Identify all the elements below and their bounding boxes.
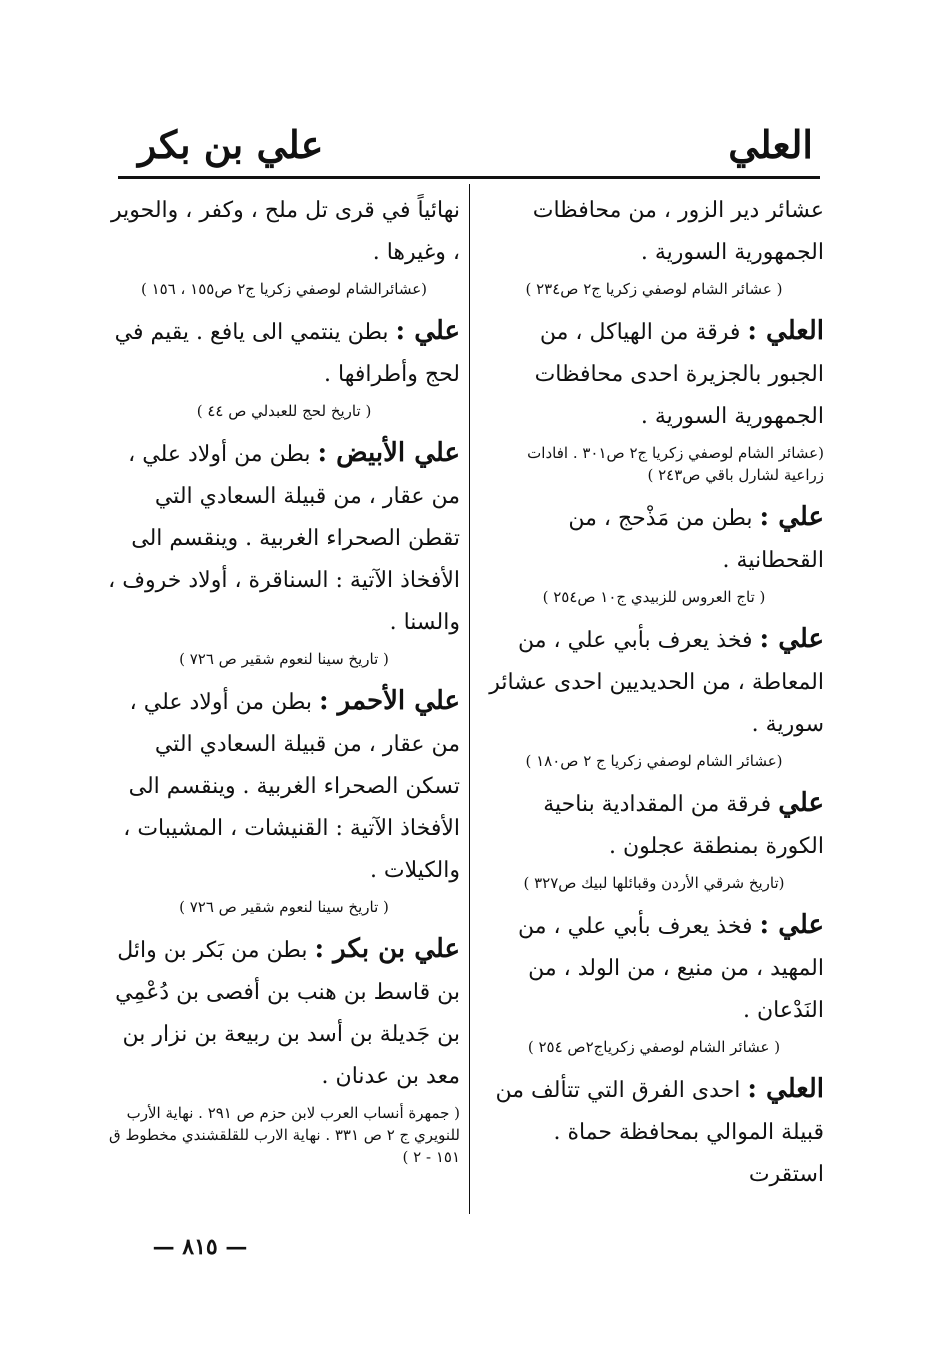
entry-text: فرقة من الهياكل ، من الجبور بالجزيرة احدى محافظات الجمهورية السورية .: [534, 320, 824, 429]
entry-text: فخذ يعرف بأبي علي ، من المعاطة ، من الحديديين احدى عشائر سورية .: [489, 628, 824, 737]
entry-text: بطن ينتمي الى يافع . يقيم في لحج وأطرافها .: [114, 320, 460, 387]
entry-term: علي :: [759, 910, 824, 940]
running-header-left: علي بن بكر: [138, 122, 324, 167]
entry: [484, 782, 824, 868]
entry-continuation: عشائر دير الزور ، من محافظات الجمهورية السورية .: [532, 198, 824, 265]
right-column: [484, 190, 824, 1196]
entry-reference: (عشائر الشام لوصفي زكريا ج٢ ص٣٠١ . افادات زراعية لشارل باقي ص٢٤٣ ): [527, 444, 824, 484]
entry-term: علي :: [759, 502, 824, 532]
entry-term: العلي :: [747, 1074, 824, 1104]
entry-reference: ( تاريخ لحج للعبدلي ص ٤٤ ): [196, 402, 372, 420]
entry: [108, 310, 460, 396]
entry-reference: ( تاريخ سينا لنعوم شقير ص ٧٢٦ ): [179, 898, 389, 916]
entry: [484, 310, 824, 438]
entry-reference: (عشائرالشام لوصفي زكريا ج٢ ص١٥٥ ، ١٥٦ ): [140, 280, 428, 298]
entry-reference: ( تاريخ سينا لنعوم شقير ص ٧٢٦ ): [179, 650, 389, 668]
entry: [484, 1068, 824, 1196]
entry-text: فرقة من المقدادية بناحية الكورة بمنطقة عجلون .: [543, 792, 824, 859]
entry-term: العلي :: [747, 316, 824, 346]
entry-text: فخذ يعرف بأبي علي ، من المهيد ، من منيع ، من الولد ، من النَدْعان .: [517, 914, 824, 1023]
entry: [108, 432, 460, 644]
entry-reference: ( تاج العروس للزبيدي ج١٠ ص٢٥٤ ): [542, 588, 766, 606]
entry-reference: ( عشائر الشام لوصفي زكرياج٢ص ٢٥٤ ): [527, 1038, 781, 1056]
entry: [108, 680, 460, 892]
entry-text: بطن من بَكر بن وائل بن قاسط بن هنب بن أفصى بن دُعْمِي بن جَديلة بن أسد بن ربيعة بن نزار بن معد بن عدنان .: [115, 938, 460, 1089]
entry-text: احدى الفرق التي تتألف من قبيلة الموالي بمحافظة حماة . استقرت: [495, 1078, 824, 1187]
column-divider: [469, 184, 470, 1214]
header-rule: [118, 176, 820, 179]
entry-reference: ( عشائر الشام لوصفي زكريا ج٢ ص٢٣٤ ): [525, 280, 783, 298]
entry-reference: (تاريخ شرقي الأردن وقبائلها لبيك ص٣٢٧ ): [523, 874, 785, 892]
page-number: — ٨١٥ —: [152, 1234, 248, 1260]
entry-reference: (عشائر الشام لوصفي زكريا ج ٢ ص١٨٠ ): [525, 752, 783, 770]
entry: [484, 904, 824, 1032]
entry-term: علي :: [759, 624, 824, 654]
entry: [484, 496, 824, 582]
entry-text: بطن من مَذْحج ، من القحطانية .: [568, 506, 824, 573]
entry: [108, 928, 460, 1098]
entry-term: علي بن بكر :: [314, 934, 460, 964]
entry: [484, 618, 824, 746]
entry-term: علي الأبيض :: [317, 438, 460, 468]
entry-term: علي الأحمر :: [319, 686, 460, 716]
entry-reference: ( جمهرة أنساب العرب لابن حزم ص ٢٩١ . نهاية الأرب للنويري ج ٢ ص ٣٣١ . نهاية الارب للقلقشندي مخطوط ق ١٥١ - ٢ ): [109, 1104, 460, 1166]
entry-text: بطن من أولاد علي ، من عقار ، من قبيلة السعادي التي تسكن الصحراء الغربية . وينقسم الى الأفخاذ الآتية : القنيشات ، المشيبات ، والكيلات .: [123, 690, 460, 883]
entry-term: علي: [778, 788, 824, 818]
left-column: [108, 190, 460, 1178]
entry-term: علي :: [395, 316, 460, 346]
running-header-right: العلي: [728, 122, 813, 167]
entry-text: بطن من أولاد علي ، من عقار ، من قبيلة السعادي التي تقطن الصحراء الغربية . وينقسم الى الأفخاذ الآتية : السناقرة ، أولاد خروف ، والسنا .: [108, 442, 460, 635]
entry-continuation: نهائياً في قرى تل ملح ، وكفر ، والحوير ، وغيرها .: [111, 198, 460, 265]
